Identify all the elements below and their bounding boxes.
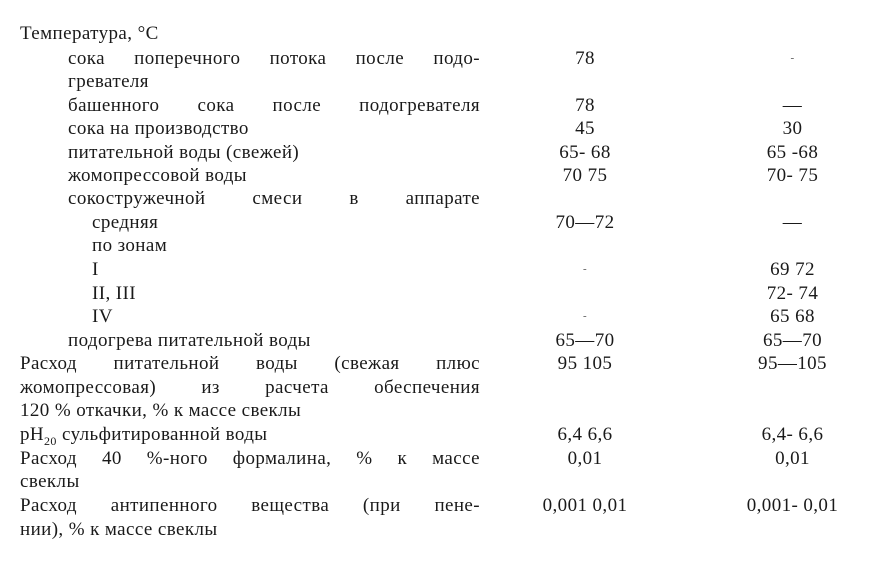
row-label: Расход питательной воды (свежая плюс [20, 353, 480, 374]
value-col2: - [790, 52, 795, 64]
table-row [0, 376, 875, 399]
row-label: средняя [92, 212, 159, 233]
value-col2: — [782, 212, 803, 233]
value-col2: 30 [782, 118, 803, 139]
value-col2: 65—70 [763, 330, 822, 351]
value-col2: 70- 75 [766, 165, 819, 186]
value-col1: 70 75 [562, 165, 608, 186]
table-row [0, 234, 875, 257]
value-col1: 65- 68 [559, 142, 611, 163]
value-col2: 65 68 [770, 306, 815, 327]
table-row [0, 164, 875, 187]
row-label-cont: 120 % откачки, % к массе свеклы [20, 400, 302, 421]
value-col1: 0,001 0,01 [542, 495, 628, 516]
value-col2: 0,01 [775, 448, 810, 469]
table-row [0, 282, 875, 305]
row-label: II, III [92, 283, 136, 304]
table-row [0, 352, 875, 375]
table-row [0, 22, 875, 45]
table-row [0, 141, 875, 164]
value-col2: 0,001- 0,01 [746, 495, 839, 516]
value-col1: - [582, 310, 588, 322]
value-col2: 95—105 [758, 353, 827, 374]
value-col2: 72- 74 [766, 283, 819, 304]
ph-suffix: сульфитированной воды [56, 424, 268, 445]
row-label: Расход антипенного вещества (при пене- [20, 495, 480, 516]
table-row [0, 305, 875, 328]
table-row [0, 70, 875, 93]
value-col1: 78 [575, 95, 595, 116]
table-row [0, 494, 875, 517]
value-col1: 78 [575, 48, 595, 69]
table-row [0, 187, 875, 210]
value-col1: - [582, 263, 588, 275]
row-label: подогрева питательной воды [68, 330, 311, 351]
row-label: сокостружечной смеси в аппарате [68, 188, 480, 209]
row-label-cont: свеклы [20, 471, 80, 492]
table-row [0, 447, 875, 470]
value-col1: 0,01 [567, 448, 603, 469]
table-row [0, 211, 875, 234]
temperature-heading: Температура, °С [20, 23, 159, 44]
value-col2: 69 72 [770, 259, 815, 280]
table-row [0, 399, 875, 422]
row-label: сока на производство [68, 118, 249, 139]
value-col2: 6,4- 6,6 [761, 424, 824, 445]
row-label: IV [92, 306, 113, 327]
table-row [0, 47, 875, 70]
row-label-cont: жомопрессовая) из расчета обеспечения [20, 377, 480, 398]
table-row [0, 423, 875, 446]
ph-text: pH [20, 424, 45, 445]
table-row [0, 117, 875, 140]
row-label: I [92, 259, 99, 280]
row-label: по зонам [92, 235, 168, 256]
row-label-cont: нии), % к массе свеклы [20, 519, 218, 540]
table-row [0, 518, 875, 541]
row-label-cont: гревателя [68, 71, 149, 92]
row-label: жомопрессовой воды [68, 165, 247, 186]
value-col1: 65—70 [555, 330, 615, 351]
table-row [0, 94, 875, 117]
table-row [0, 470, 875, 493]
value-col2: — [782, 95, 803, 116]
table-row [0, 258, 875, 281]
table-row [0, 329, 875, 352]
row-label: сока поперечного потока после подо- [68, 48, 480, 69]
ph-subscript: 20 [44, 433, 57, 448]
value-col1: 45 [575, 118, 595, 139]
value-col1: 95 105 [557, 353, 613, 374]
row-label: Расход 40 %-ного формалина, % к массе [20, 448, 480, 469]
row-label: башенного сока после подогревателя [68, 95, 480, 116]
value-col2: 65 -68 [766, 142, 819, 163]
row-label: питательной воды (свежей) [68, 142, 300, 163]
value-col1: 70—72 [555, 212, 615, 233]
row-label [20, 423, 267, 446]
value-col1: 6,4 6,6 [557, 424, 613, 445]
